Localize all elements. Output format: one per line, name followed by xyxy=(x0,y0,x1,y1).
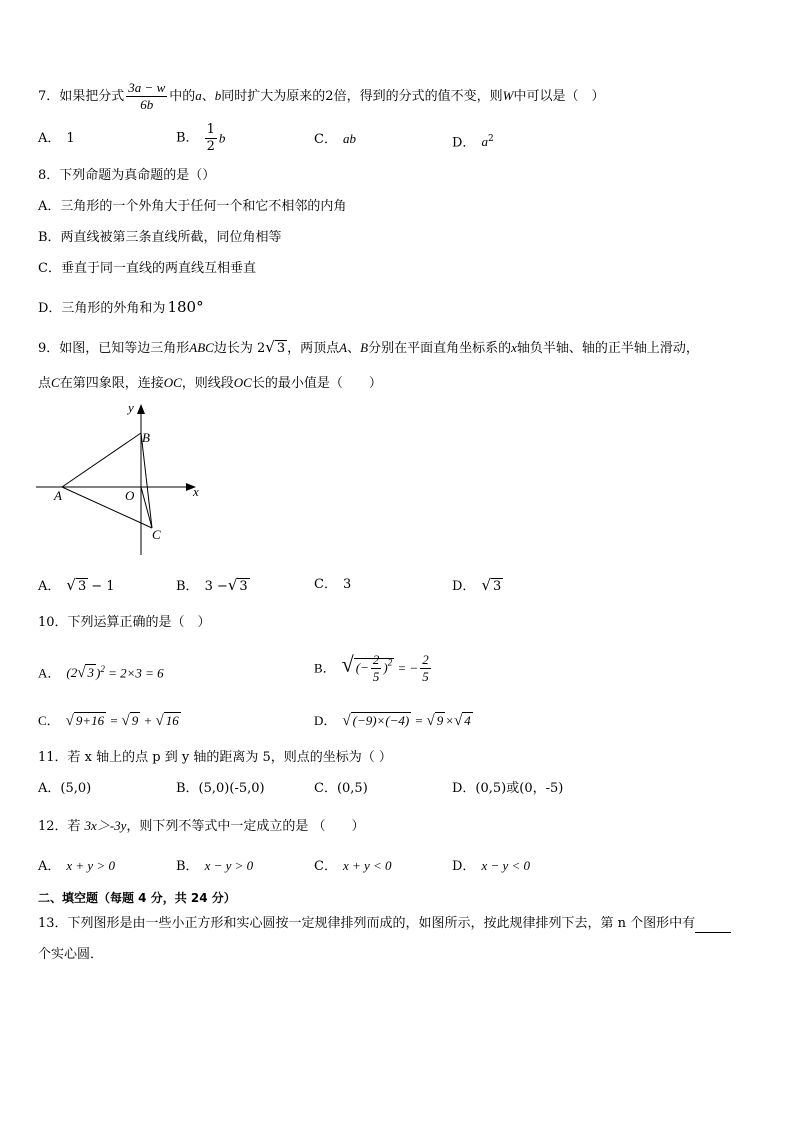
q8-option-a[interactable]: A．三角形的一个外角大于任何一个和它不相邻的内角 xyxy=(38,199,347,214)
q11-option-b[interactable]: B．(5,0)(-5,0) xyxy=(176,781,265,796)
q8-option-d[interactable]: D．三角形的外角和为 180° xyxy=(38,298,204,316)
label-y: y xyxy=(128,400,134,415)
segment-ac xyxy=(62,487,152,528)
q11-option-d[interactable]: D．(0,5)或(0，-5) xyxy=(452,781,564,796)
q9-option-d[interactable]: D． √ 3 xyxy=(452,576,502,594)
q10-option-a[interactable]: A． (2√ 3 )$^2$ = 2×3 = 6 xyxy=(38,664,164,682)
q7-option-a[interactable]: A． 1 xyxy=(38,131,75,146)
q7-fraction: $\frac{3a - w}{6b}$ xyxy=(128,80,166,112)
answer-blank[interactable] xyxy=(695,920,731,933)
q10-stem: 10．下列运算正确的是（ ） xyxy=(38,615,211,630)
q7-option-c[interactable]: C． ab xyxy=(314,131,356,147)
label-a: A xyxy=(54,488,62,503)
q10-option-b[interactable]: B． √ (− $\frac{2}{5}$ )$^2$ = − $\frac{2}{5}$ xyxy=(314,651,429,684)
q9-option-b[interactable]: B． 3 −√ 3 xyxy=(176,576,248,594)
q12-option-d[interactable]: D． x − y < 0 xyxy=(452,858,531,874)
q9-figure xyxy=(34,400,214,560)
q10-option-d[interactable]: D． √ (−9)×(−4) = √ 9 ×√ 4 xyxy=(314,713,471,729)
q7-stem: 7．如果把分式 $\frac{3a - w}{6b}$ 中的a、b同时扩大为原来的2倍，得到的分式的值不变，则W中可以是（ ） xyxy=(38,80,605,112)
q11-option-c[interactable]: C．(0,5) xyxy=(314,781,368,796)
q7-option-b[interactable]: B． $\frac{1}{2}$ b xyxy=(176,122,226,154)
label-c: C xyxy=(152,527,161,542)
q12-option-c[interactable]: C． x + y < 0 xyxy=(314,858,392,874)
segment-oc xyxy=(141,487,152,528)
q12-stem: 12．若 3x＞-3y，则下列不等式中一定成立的是 （ ） xyxy=(38,818,365,834)
q12-option-a[interactable]: A． x + y > 0 xyxy=(38,858,115,874)
q10-option-c[interactable]: C． √ 9+16 = √ 9 + √ 16 xyxy=(38,713,179,729)
q9-option-c[interactable]: C． 3 xyxy=(314,577,352,592)
y-axis-arrow-icon xyxy=(137,404,145,414)
q13-stem-line2: 个实心圆． xyxy=(38,947,104,962)
q8-option-b[interactable]: B．两直线被第三条直线所截，同位角相等 xyxy=(38,230,282,245)
segment-ab xyxy=(62,433,141,487)
q9-option-a[interactable]: A． √ 3 − 1 xyxy=(38,576,115,594)
label-o: O xyxy=(125,488,135,503)
q11-stem: 11．若 x 轴上的点 p 到 y 轴的距离为 5，则点的坐标为（ ） xyxy=(38,750,392,765)
q8-option-c[interactable]: C．垂直于同一直线的两直线互相垂直 xyxy=(38,261,256,276)
label-b: B xyxy=(142,430,150,445)
q8-stem: 8．下列命题为真命题的是（） xyxy=(38,168,216,183)
section-heading: 二、填空题（每题 4 分，共 24 分） xyxy=(38,891,236,905)
q9-stem-line1: 9．如图，已知等边三角形ABC边长为 2√ 3 ，两顶点A、B分别在平面直角坐标系的x轴负半轴、轴的正半轴上滑动， xyxy=(38,338,699,356)
segment-bc xyxy=(141,433,152,528)
q7-option-d[interactable]: D． $a^2$ xyxy=(452,134,494,151)
label-x: x xyxy=(193,484,199,499)
q12-option-b[interactable]: B． x − y > 0 xyxy=(176,858,254,874)
q11-option-a[interactable]: A．(5,0) xyxy=(38,781,92,796)
q13-stem-line1: 13．下列图形是由一些小正方形和实心圆按一定规律排列而成的，如图所示，按此规律排列下去，第 n 个图形中有 xyxy=(38,915,731,933)
q9-stem-line2: 点C在第四象限，连接OC，则线段OC长的最小值是（ ） xyxy=(38,375,382,391)
